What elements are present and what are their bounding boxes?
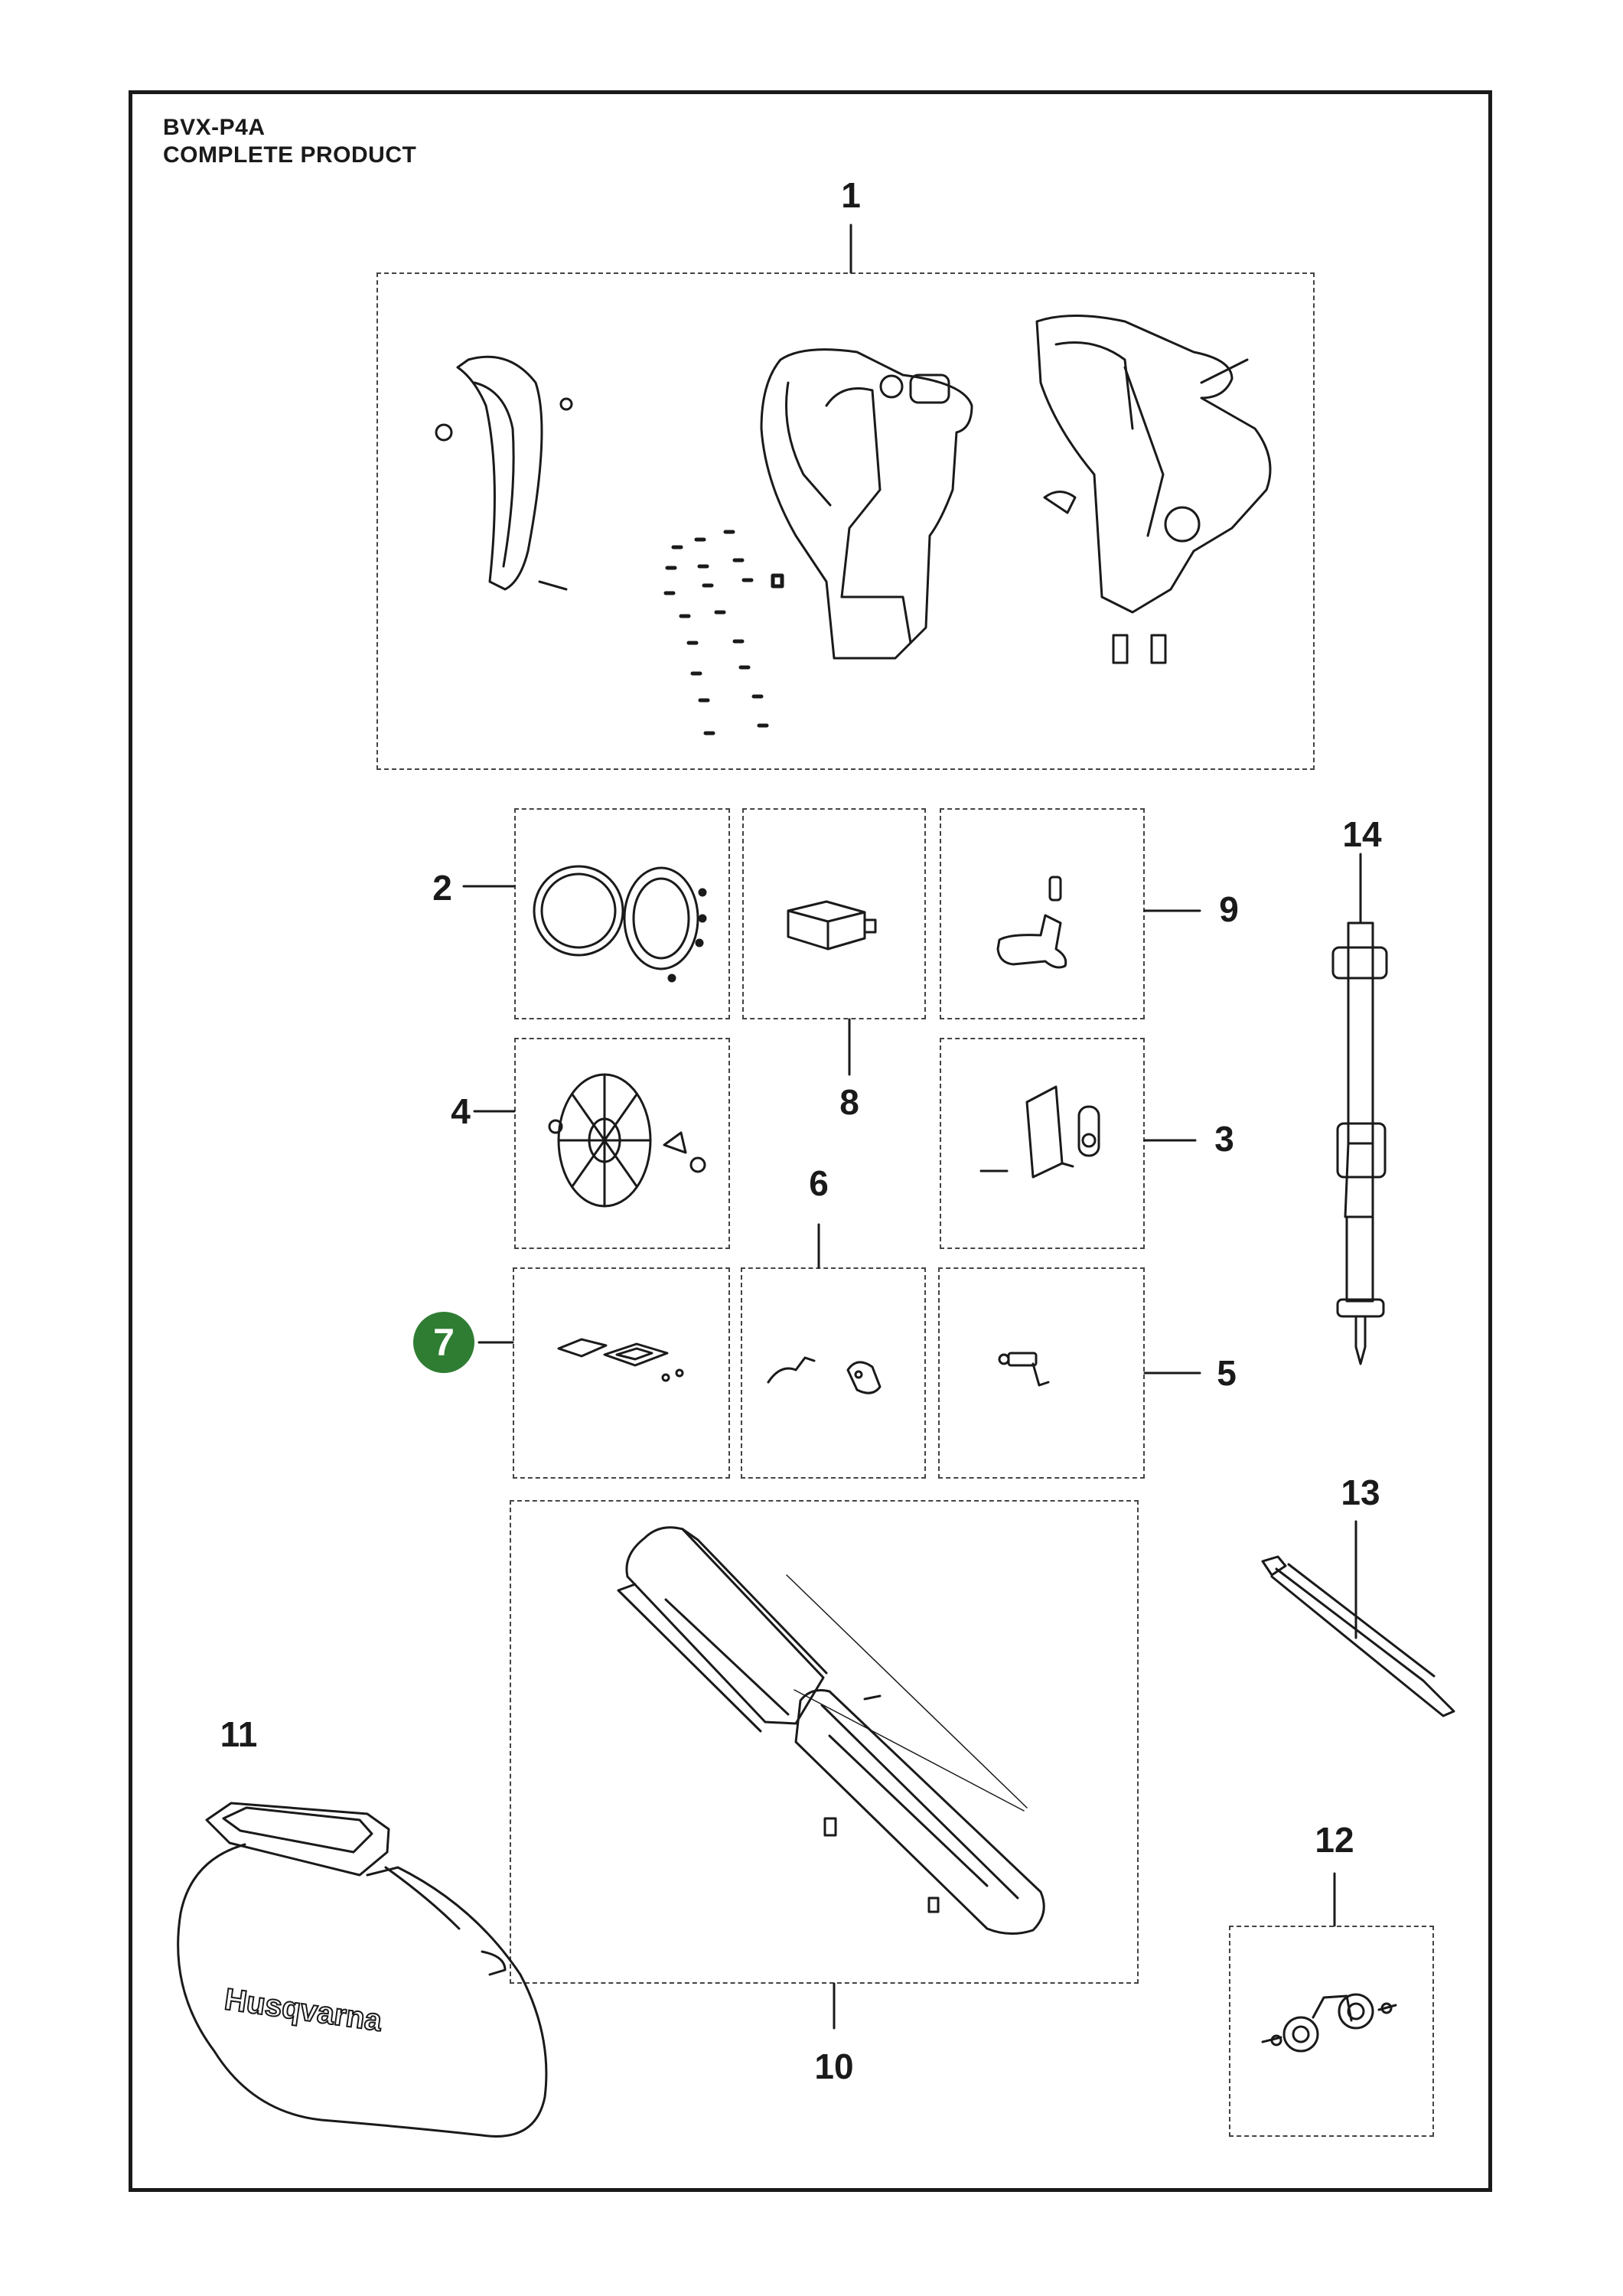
wheel-set-part — [1263, 1994, 1396, 2051]
callout-11: 11 — [220, 1714, 258, 1754]
bag-brand-logo: Husqvarna — [222, 1982, 384, 2038]
callout-8: 8 — [839, 1082, 859, 1122]
collection-bag-part — [178, 1803, 546, 2136]
trigger-lock-part — [981, 1087, 1099, 1177]
thermal-pad-part — [559, 1339, 683, 1381]
callout-14: 14 — [1342, 814, 1382, 854]
cable-tie-part — [1263, 1557, 1454, 1716]
impeller-fan-part — [549, 1075, 705, 1206]
callout-3: 3 — [1214, 1119, 1234, 1159]
housing-left-half — [761, 350, 972, 658]
callout-1: 1 — [841, 175, 861, 215]
wire-clip-part — [768, 1358, 880, 1393]
trigger-part — [998, 877, 1066, 967]
callout-7-highlighted: 7 — [413, 1312, 474, 1373]
switch-module-part — [788, 902, 875, 949]
callout-4: 4 — [451, 1091, 471, 1131]
housing-right-half — [1037, 316, 1270, 664]
blower-tube-part — [618, 1528, 1044, 1934]
housing-cover-part — [436, 357, 572, 589]
callout-12: 12 — [1315, 1820, 1354, 1860]
callout-13: 13 — [1341, 1473, 1380, 1512]
callout-6: 6 — [809, 1163, 829, 1203]
connector-part — [999, 1353, 1048, 1385]
callout-2: 2 — [432, 868, 452, 908]
callout-10: 10 — [814, 2047, 854, 2086]
page-title: COMPLETE PRODUCT — [163, 142, 417, 168]
seal-ring-part — [534, 866, 706, 981]
screw-set — [666, 532, 782, 733]
shoulder-strap-part — [1333, 923, 1387, 1364]
model-code: BVX-P4A — [163, 115, 266, 140]
callout-9: 9 — [1219, 889, 1239, 929]
callout-5: 5 — [1217, 1353, 1237, 1393]
